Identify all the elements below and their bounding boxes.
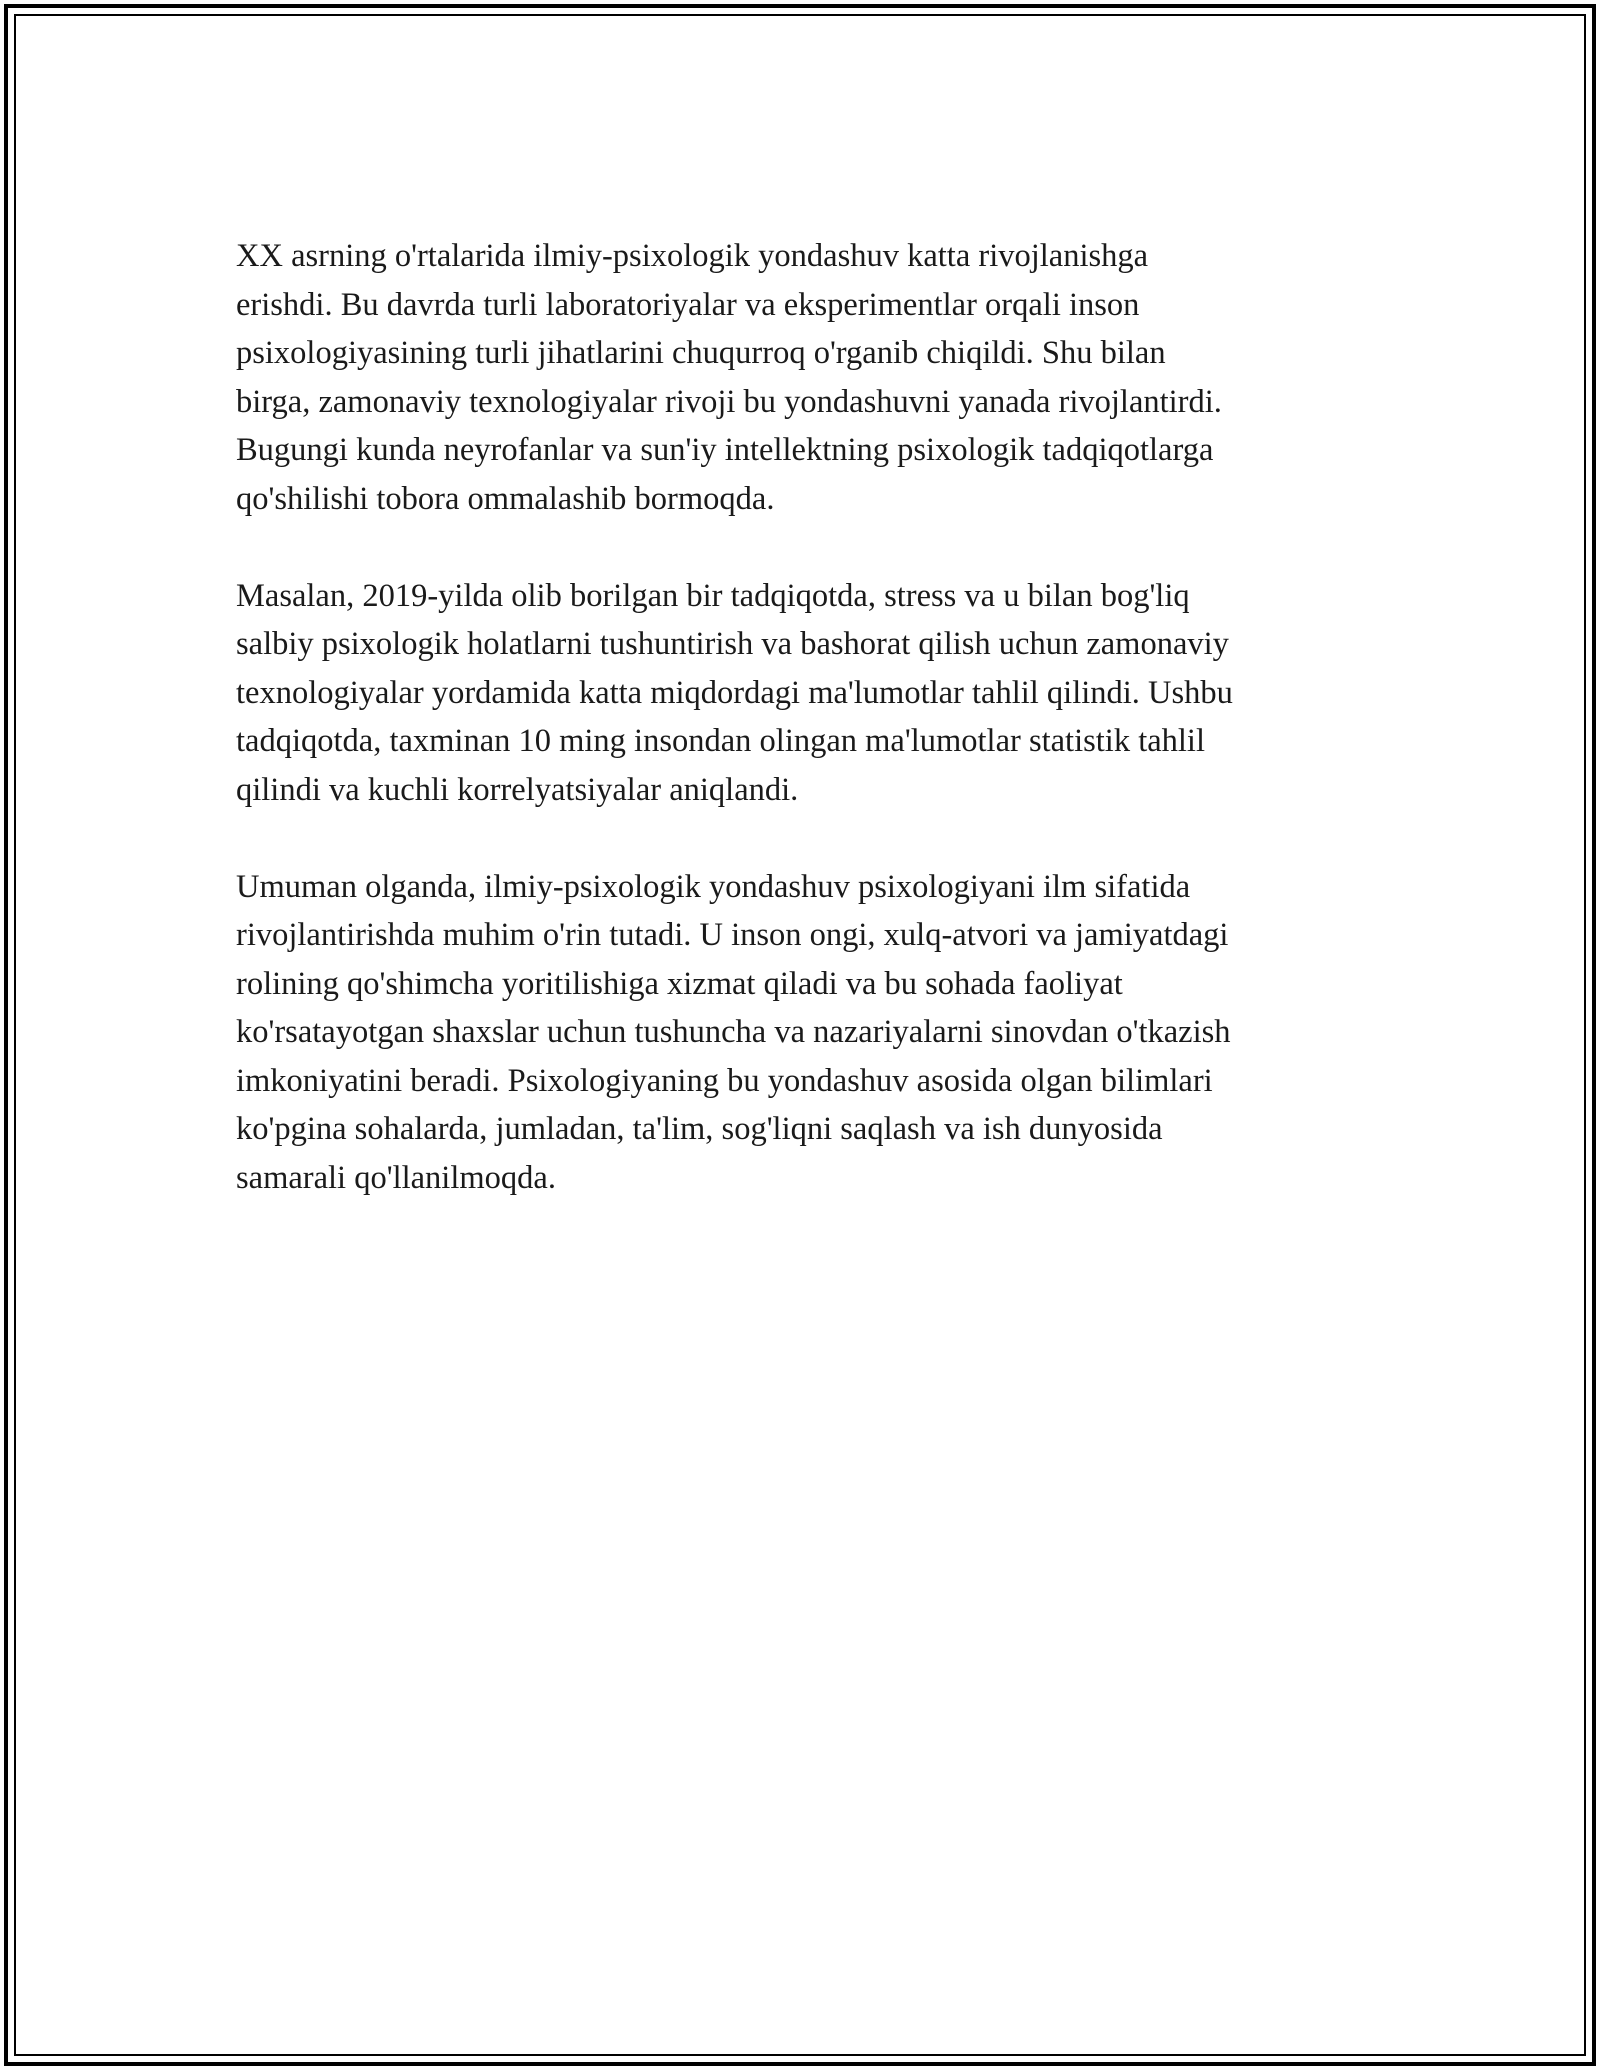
text-line: rivojlantirishda muhim o'rin tutadi. U inson ongi, xulq-atvori va jamiyatdagi [236,917,1229,953]
text-line: Masalan, 2019-yilda olib borilgan bir tadqiqotda, stress va u bilan bog'liq [236,577,1190,614]
text-line: samarali qo'llanilmoqda. [236,1159,556,1196]
text-line: Bugungi kunda neyrofanlar va sun'iy intellektning psixologik tadqiqotlarga [236,432,1214,468]
text-line: Umuman olganda, ilmiy-psixologik yondashuv psixologiyani ilm sifatida [236,868,1191,905]
text-line: ko'pgina sohalarda, jumladan, ta'lim, sog'liqni saqlash va ish dunyosida [236,1111,1163,1147]
text-line: tadqiqotda, taxminan 10 ming insondan olingan ma'lumotlar statistik tahlil [236,723,1205,759]
paragraph-1 [236,232,1366,523]
document-body [236,232,1366,1251]
text-line: psixologiyasining turli jihatlarini chuqurroq o'rganib chiqildi. Shu bilan [236,335,1166,371]
text-line: imkoniyatini beradi. Psixologiyaning bu yondashuv asosida olgan bilimlari [236,1062,1213,1099]
text-line: rolining qo'shimcha yoritilishiga xizmat qiladi va bu sohada faoliyat [236,965,1123,1002]
text-line: erishdi. Bu davrda turli laboratoriyalar va eksperimentlar orqali inson [236,286,1140,323]
text-line: birga, zamonaviy texnologiyalar rivoji bu yondashuvni yanada rivojlantirdi. [236,383,1222,420]
paragraph-3 [236,863,1366,1203]
text-line: texnologiyalar yordamida katta miqdordagi ma'lumotlar tahlil qilindi. Ushbu [236,674,1233,711]
paragraph-2 [236,572,1366,815]
text-line: XX asrning o'rtalarida ilmiy-psixologik yondashuv katta rivojlanishga [236,238,1149,274]
text-line: qilindi va kuchli korrelyatsiyalar aniqlandi. [236,771,799,808]
text-line: qo'shilishi tobora ommalashib bormoqda. [236,480,775,517]
text-line: ko'rsatayotgan shaxslar uchun tushuncha va nazariyalarni sinovdan o'tkazish [236,1014,1231,1050]
text-line: salbiy psixologik holatlarni tushuntirish va bashorat qilish uchun zamonaviy [236,626,1229,662]
